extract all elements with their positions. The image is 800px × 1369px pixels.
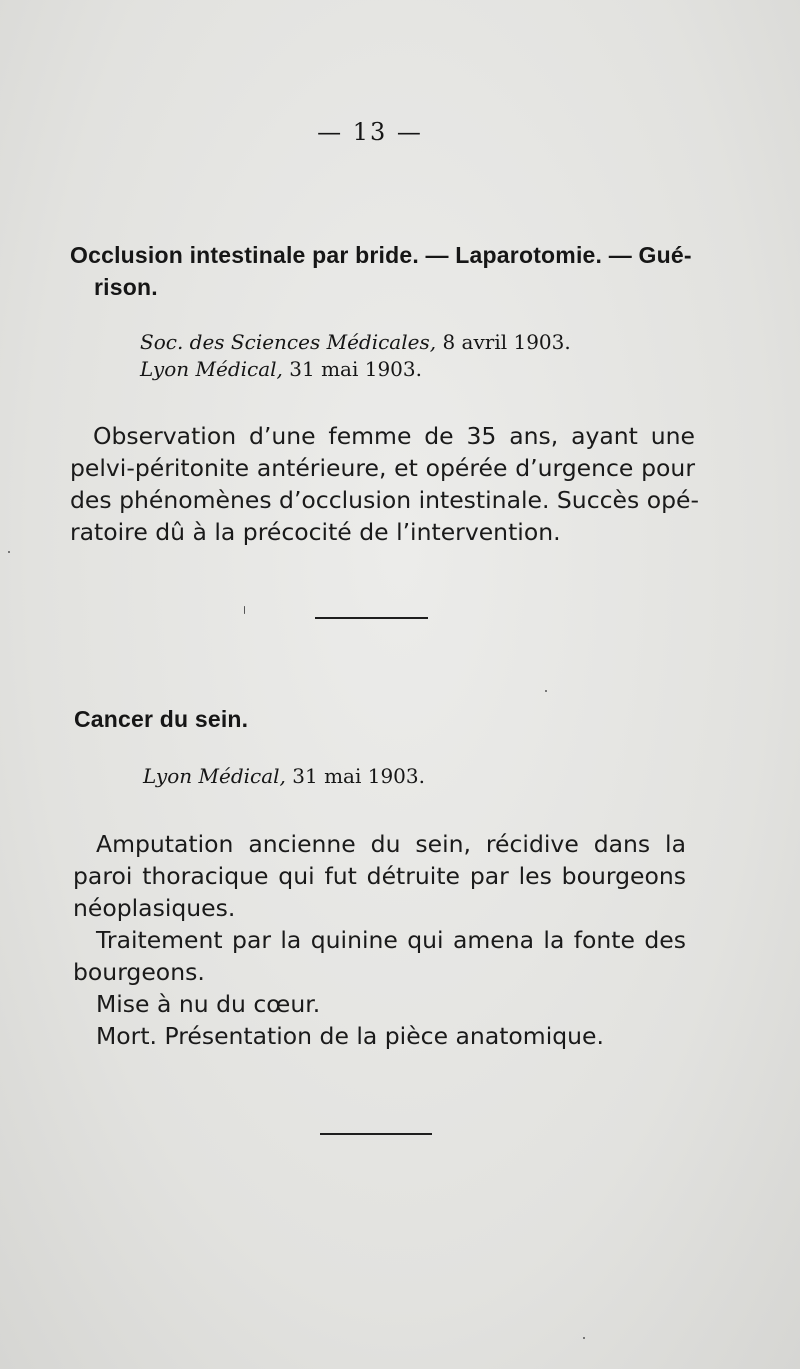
paper-speck xyxy=(545,690,547,692)
section1-body-line: des phénomènes d’occlusion intestinale. Succès opé- xyxy=(70,486,699,514)
section1-body-line: ratoire dû à la précocité de l’intervention. xyxy=(70,518,561,546)
section1-body-line: Observation d’une femme de 35 ans, ayant une xyxy=(93,422,695,450)
section2-reference-1 xyxy=(143,764,425,788)
section2-body-line: Traitement par la quinine qui amena la fonte des xyxy=(96,926,686,954)
page-number: — 13 — xyxy=(317,118,423,146)
section2-body-line: Mise à nu du cœur. xyxy=(96,990,321,1018)
paper-speck xyxy=(583,1337,585,1339)
section1-reference-1-date: 8 avril 1903. xyxy=(436,330,571,354)
section2-body-line: Mort. Présentation de la pièce anatomique. xyxy=(96,1022,604,1050)
end-divider xyxy=(320,1133,432,1135)
section1-reference-2 xyxy=(140,357,422,381)
section2-body-line: Amputation ancienne du sein, récidive dans la xyxy=(96,830,686,858)
section2-title: Cancer du sein. xyxy=(74,706,249,732)
paper-speck xyxy=(244,606,245,614)
section1-reference-1-source: Soc. des Sciences Médicales, xyxy=(140,330,437,354)
section1-title-line2: rison. xyxy=(94,274,158,300)
section-divider xyxy=(315,617,428,619)
section1-reference-1 xyxy=(140,330,571,354)
section1-reference-2-source: Lyon Médical, xyxy=(140,357,283,381)
paper-speck xyxy=(8,551,10,553)
section1-title-line1: Occlusion intestinale par bride. — Laparotomie. — Gué- xyxy=(70,242,692,268)
section2-reference-1-date: 31 mai 1903. xyxy=(285,764,425,788)
section2-body-line: bourgeons. xyxy=(73,958,205,986)
section1-reference-2-date: 31 mai 1903. xyxy=(282,357,422,381)
section1-body-line: pelvi-péritonite antérieure, et opérée d’urgence pour xyxy=(70,454,695,482)
section2-body-line: néoplasiques. xyxy=(73,894,236,922)
section2-reference-1-source: Lyon Médical, xyxy=(143,764,286,788)
section2-body-line: paroi thoracique qui fut détruite par les bourgeons xyxy=(73,862,686,890)
